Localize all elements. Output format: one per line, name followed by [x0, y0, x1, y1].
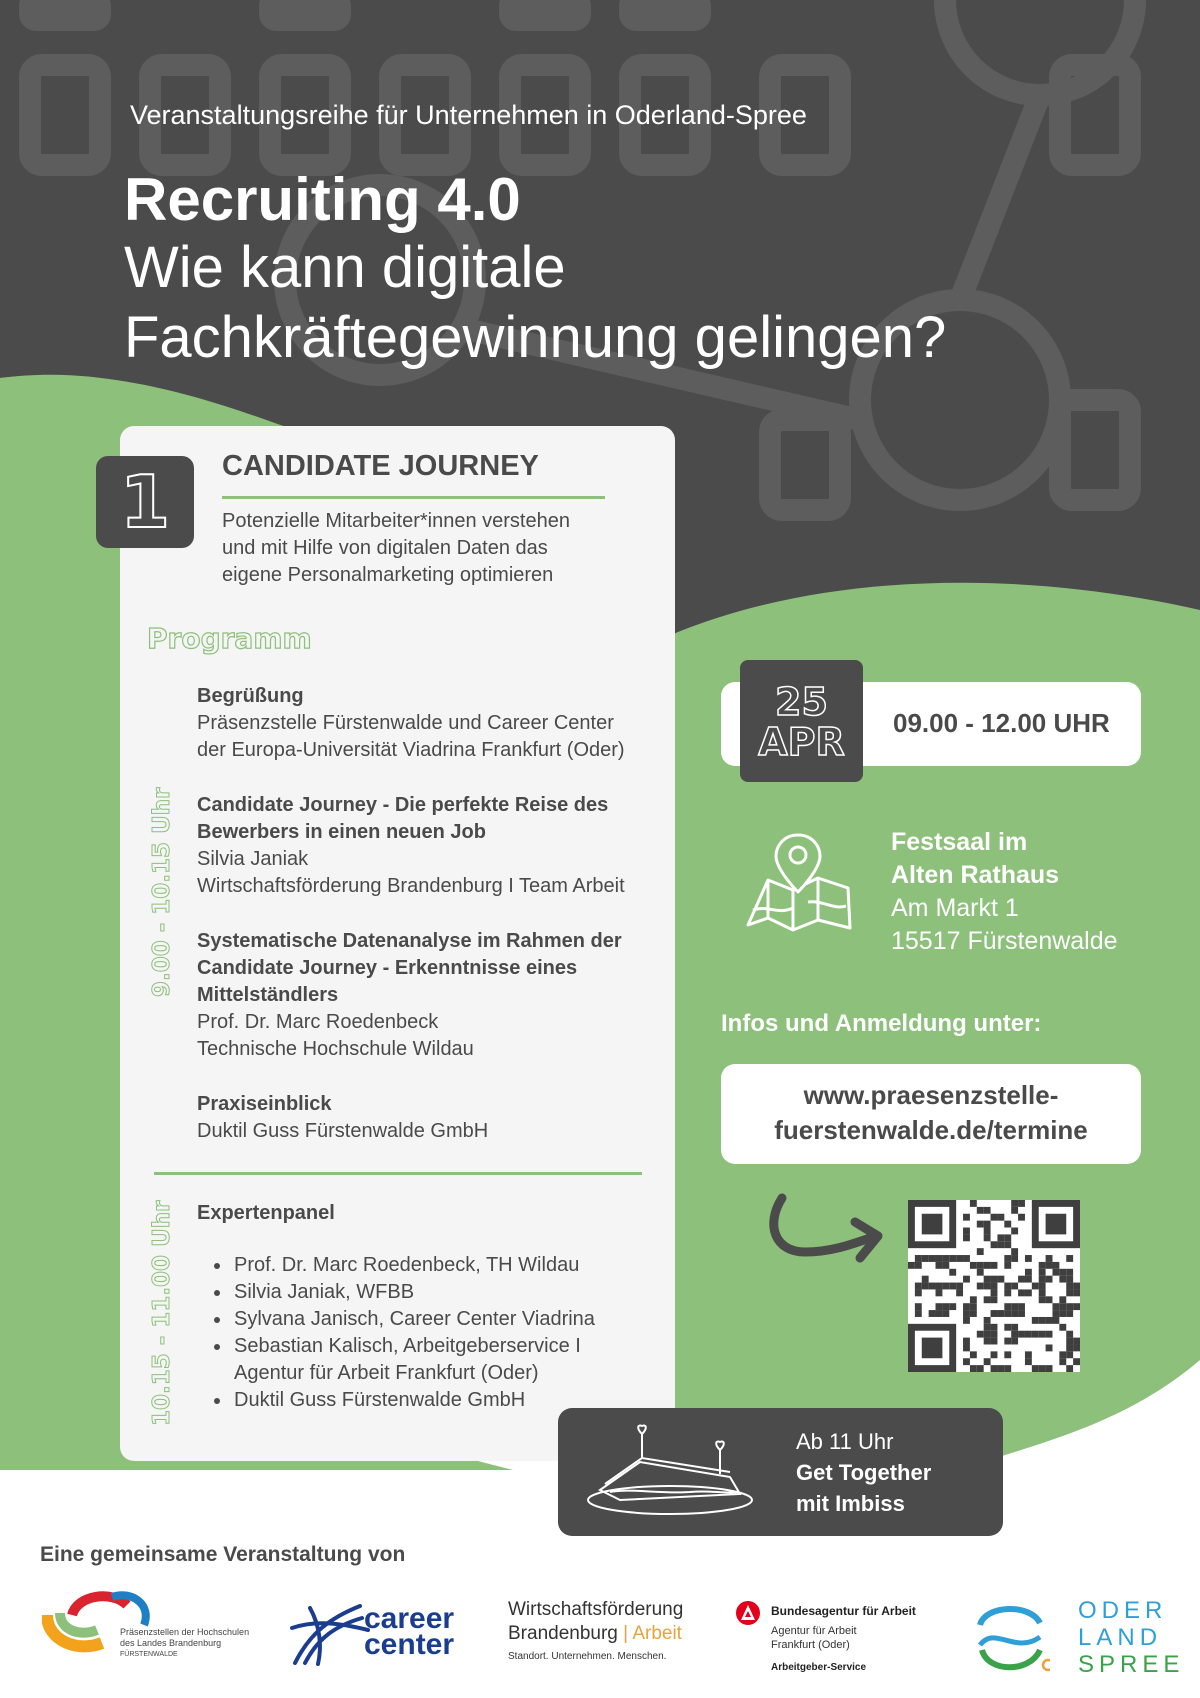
item-line: der Europa-Universität Viadrina Frankfurt (Oder) [197, 739, 625, 761]
footer-label: Eine gemeinsame Veranstaltung von [40, 1543, 406, 1566]
item-title: Systematische Datenanalyse im Rahmen der [197, 930, 622, 952]
map-pin-icon [738, 830, 858, 935]
logo-text: Standort. Unternehmen. Menschen. [508, 1651, 667, 1662]
list-item: • Duktil Guss Fürstenwalde GmbH [232, 1387, 692, 1414]
panel-member-list [210, 1252, 692, 1414]
location-name: Festsaal im [891, 828, 1028, 856]
program-item-candidate-journey [197, 792, 667, 900]
item-line: Prof. Dr. Marc Roedenbeck [197, 1011, 439, 1033]
registration-label: Infos und Anmeldung unter: [721, 1010, 1042, 1037]
location-address: Am Markt 1 [891, 894, 1019, 922]
logo-career-center [290, 1598, 460, 1668]
event-series-subtitle: Veranstaltungsreihe für Unternehmen in Oderland-Spree [130, 100, 807, 130]
logo-text: ODER [1078, 1597, 1168, 1624]
item-title: Candidate Journey - Erkenntnisse eines [197, 957, 578, 979]
logo-text: Agentur für Arbeit [771, 1625, 857, 1637]
item-title: Bewerbers in einen neuen Job [197, 821, 486, 843]
module-number: 1 [119, 460, 171, 544]
date-badge [740, 660, 863, 782]
career-center-logo-icon [290, 1598, 370, 1668]
list-item-text: Sebastian Kalisch, Arbeitgeberservice I [234, 1335, 581, 1357]
module-title: CANDIDATE JOURNEY [222, 450, 539, 482]
item-title: Expertenpanel [197, 1202, 335, 1224]
qr-code-icon[interactable] [908, 1200, 1080, 1372]
list-item: • Silvia Janiak, WFBB [232, 1279, 692, 1306]
date-day: 25 [775, 680, 828, 724]
get-together-title: Get Together [796, 1460, 932, 1485]
item-line: Technische Hochschule Wildau [197, 1038, 474, 1060]
logo-wfbb: Wirtschaftsförderung Brandenburg | Arbeit Standort. Unternehmen. Menschen. [508, 1598, 688, 1668]
logo-text: Präsenzstellen der Hochschulen [120, 1627, 250, 1637]
page-title: Recruiting 4.0 [124, 166, 521, 233]
description-line: Potenzielle Mitarbeiter*innen verstehen [222, 510, 570, 532]
item-title: Begrüßung [197, 685, 304, 707]
program-item-data-analysis [197, 928, 667, 1063]
location-address: 15517 Fürstenwalde [891, 927, 1118, 955]
get-together-title: mit Imbiss [796, 1491, 905, 1516]
logo-text: Arbeit [632, 1623, 682, 1644]
item-title: Candidate Journey - Die perfekte Reise des [197, 794, 609, 816]
logo-text: Arbeitgeber-Service [771, 1662, 867, 1673]
time-block-2-label: 10.15 - 11.00 Uhr [149, 1200, 175, 1426]
tagline [124, 233, 946, 373]
logo-text: Brandenburg [508, 1623, 618, 1644]
logo-text: Frankfurt (Oder) [771, 1639, 850, 1651]
logo-text: des Landes Brandenburg [120, 1638, 222, 1648]
curved-arrow-icon [760, 1190, 890, 1270]
list-item [232, 1333, 692, 1387]
section-divider [154, 1172, 642, 1175]
list-item: • Prof. Dr. Marc Roedenbeck, TH Wildau [232, 1252, 692, 1279]
item-line: Präsenzstelle Fürstenwalde und Career Center [197, 712, 614, 734]
description-line: und mit Hilfe von digitalen Daten das [222, 537, 548, 559]
logo-text: center [364, 1628, 455, 1661]
program-heading: Programm [147, 622, 312, 655]
program-item-practice [197, 1091, 667, 1145]
logo-text: SPREE [1078, 1651, 1185, 1678]
url-line: fuerstenwalde.de/termine [774, 1115, 1088, 1145]
ols-logo-icon [970, 1595, 1050, 1675]
get-together-text [796, 1426, 931, 1519]
logo-text: Bundesagentur für Arbeit [771, 1604, 916, 1618]
item-title: Mittelständlers [197, 984, 339, 1006]
panel-title [197, 1200, 667, 1227]
item-title: Praxiseinblick [197, 1093, 332, 1115]
event-location [891, 826, 1118, 958]
logo-praesenzstellen [42, 1585, 262, 1665]
tagline-line: Fachkräftegewinnung gelingen? [124, 305, 947, 370]
item-line: Silvia Janiak [197, 848, 309, 870]
title-underline [222, 496, 605, 499]
registration-url[interactable] [721, 1064, 1141, 1164]
logo-text: career [364, 1602, 455, 1635]
logo-oder-land-spree [970, 1595, 1185, 1680]
logo-text: Wirtschaftsförderung [508, 1599, 684, 1620]
item-line: Duktil Guss Fürstenwalde GmbH [197, 1120, 489, 1142]
time-block-1-label: 9.00 - 10.15 Uhr [149, 787, 175, 997]
logo-bundesagentur [735, 1600, 935, 1675]
item-line: Wirtschaftsförderung Brandenburg I Team Arbeit [197, 875, 625, 897]
program-item-welcome [197, 683, 667, 764]
list-item-text: Agentur für Arbeit Frankfurt (Oder) [234, 1362, 539, 1384]
ba-logo-icon [735, 1600, 761, 1626]
sandwich-icon [580, 1422, 760, 1522]
module-number-badge [96, 456, 194, 548]
logo-text: LAND [1078, 1624, 1163, 1651]
url-line: www.praesenzstelle- [803, 1080, 1059, 1110]
event-time: 09.00 - 12.00 UHR [893, 708, 1110, 738]
tagline-line: Wie kann digitale [124, 235, 566, 300]
list-item: • Sylvana Janisch, Career Center Viadrina [232, 1306, 692, 1333]
description-line: eigene Personalmarketing optimieren [222, 564, 554, 586]
get-together-time: Ab 11 Uhr [796, 1429, 894, 1454]
location-name: Alten Rathaus [891, 861, 1060, 889]
logo-text: FÜRSTENWALDE [120, 1651, 178, 1658]
date-month: APR [758, 720, 845, 764]
module-description [222, 508, 622, 589]
